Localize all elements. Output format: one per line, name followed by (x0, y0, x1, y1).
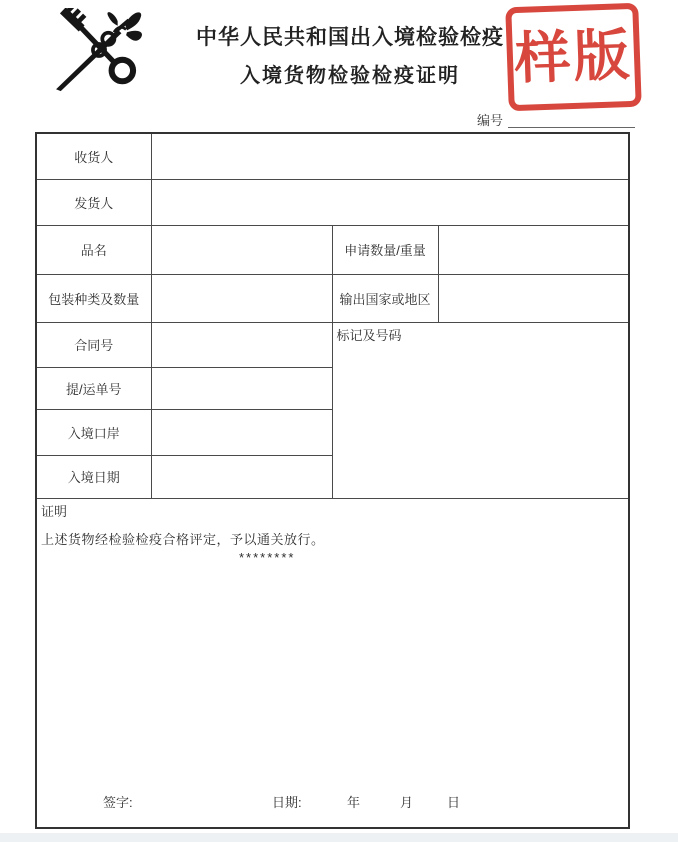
month-label: 月 (400, 795, 414, 810)
marks-and-numbers-cell: 标记及号码 (332, 322, 629, 498)
package-type-value (151, 274, 332, 322)
page-bottom-edge (0, 833, 678, 842)
quantity-weight-value (438, 225, 629, 274)
year-label: 年 (347, 795, 361, 810)
sample-version-stamp (505, 3, 642, 112)
contract-no-value (151, 322, 332, 367)
stamp-text: 样版 (513, 22, 634, 91)
certification-heading: 证明 (41, 503, 68, 519)
product-name-label: 品名 (36, 225, 151, 274)
serial-number-blank (508, 110, 635, 128)
bill-of-lading-value (151, 367, 332, 409)
entry-date-label: 入境日期 (36, 455, 151, 498)
consignee-label: 收货人 (36, 133, 151, 179)
product-name-value (151, 225, 332, 274)
consignee-value (151, 133, 629, 179)
entry-date-value (151, 455, 332, 498)
entry-port-value (151, 409, 332, 455)
export-country-label: 输出国家或地区 (332, 274, 438, 322)
ciq-emblem-icon (52, 8, 146, 92)
title-line-2: 入境货物检验检疫证明 (240, 65, 460, 87)
consignor-value (151, 179, 629, 225)
quantity-weight-label: 申请数量/重量 (332, 225, 438, 274)
certification-cell (36, 498, 629, 828)
certification-statement: 上述货物经检验检疫合格评定，予以通关放行。 (41, 531, 325, 547)
serial-number-label: 编号 (477, 113, 504, 128)
certificate-form-table (35, 132, 630, 829)
document-title (158, 24, 542, 90)
day-label: 日 (447, 795, 461, 810)
certification-separator: ******** (239, 549, 296, 565)
entry-port-label: 入境口岸 (36, 409, 151, 455)
title-line-1: 中华人民共和国出入境检验检疫 (196, 26, 504, 49)
bill-of-lading-label: 提/运单号 (36, 367, 151, 409)
date-label: 日期: (272, 795, 302, 810)
contract-no-label: 合同号 (36, 322, 151, 367)
signature-label: 签字: (103, 795, 133, 810)
package-type-label: 包装种类及数量 (36, 274, 151, 322)
consignor-label: 发货人 (36, 179, 151, 225)
export-country-value (438, 274, 629, 322)
